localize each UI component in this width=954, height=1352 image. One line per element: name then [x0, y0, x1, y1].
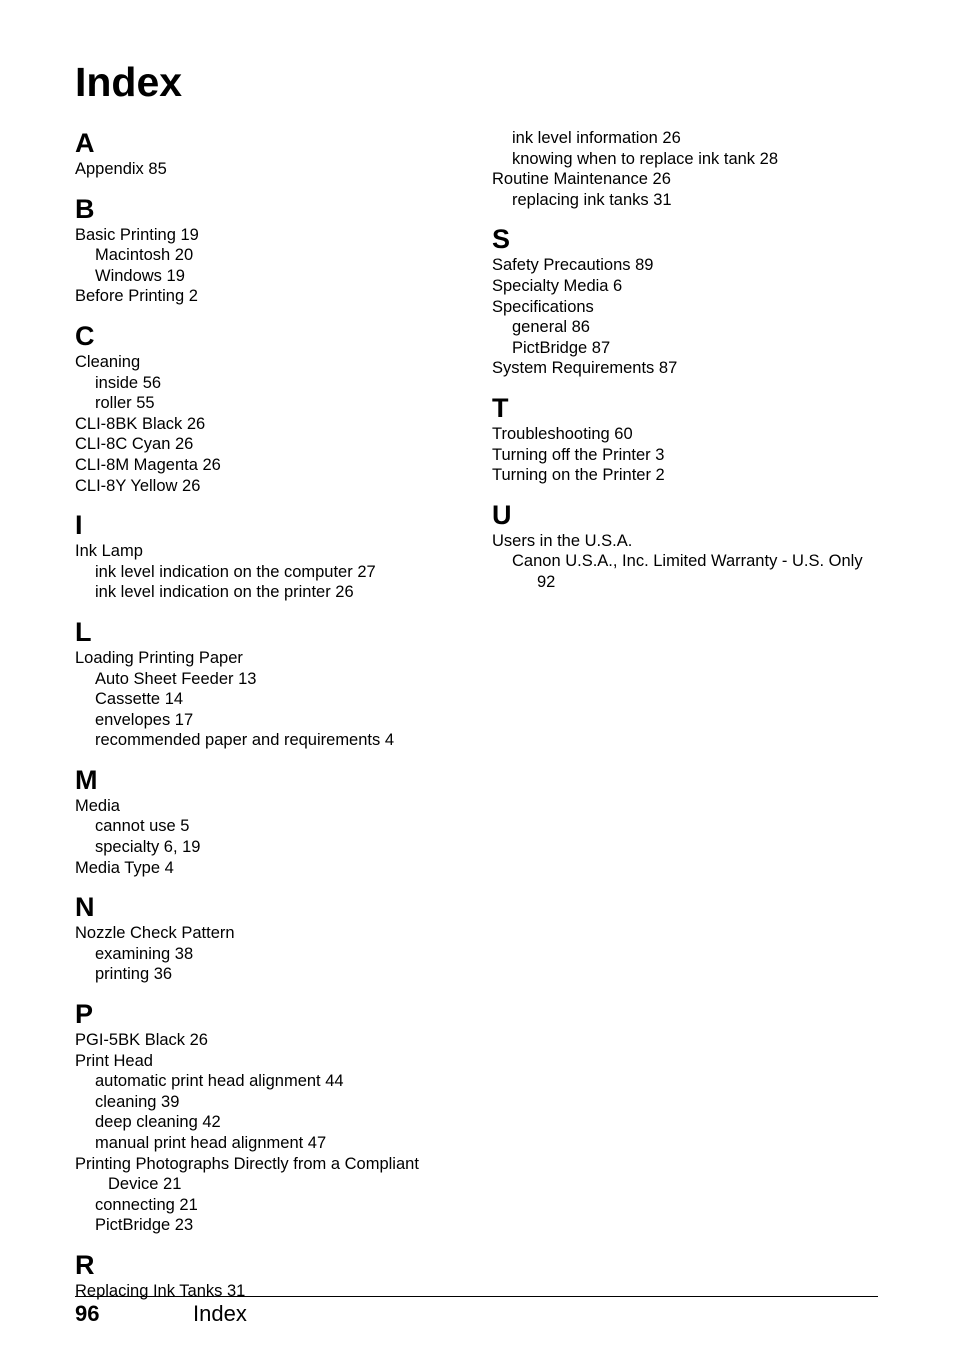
footer-label: Index [193, 1301, 247, 1326]
footer-divider [75, 1296, 878, 1297]
index-entry: CLI-8M Magenta 26 [75, 455, 221, 474]
index-subentry: knowing when to replace ink tank 28 [512, 149, 778, 168]
index-subentry: deep cleaning 42 [95, 1113, 221, 1132]
index-entry: CLI-8C Cyan 26 [75, 435, 194, 454]
index-entry: Users in the U.S.A. [492, 531, 633, 550]
index-subentry: ink level indication on the computer 27 [95, 562, 376, 581]
index-entry: PGI-5BK Black 26 [75, 1031, 208, 1050]
index-entry: Media Type 4 [75, 858, 174, 877]
index-entry: Loading Printing Paper [75, 648, 243, 667]
index-entry: Cleaning [75, 352, 141, 371]
index-entry: Specifications [492, 297, 594, 316]
index-entry: Routine Maintenance 26 [492, 170, 671, 189]
index-subentry: PictBridge 23 [95, 1216, 194, 1235]
index-entry: Printing Photographs Directly from a Compliant [75, 1154, 419, 1173]
index-entry: Nozzle Check Pattern [75, 924, 235, 943]
index-letter-heading: M [75, 764, 98, 795]
index-subentry: inside 56 [95, 373, 162, 392]
index-subentry: printing 36 [95, 965, 173, 984]
index-subentry: replacing ink tanks 31 [512, 190, 672, 209]
index-entry: Troubleshooting 60 [492, 424, 633, 443]
index-subentry: automatic print head alignment 44 [95, 1072, 344, 1091]
index-subentry: envelopes 17 [95, 710, 194, 729]
index-subentry: Device 21 [108, 1175, 182, 1194]
index-letter-heading: L [75, 616, 92, 647]
index-letter-heading: P [75, 999, 94, 1030]
index-subentry: cannot use 5 [95, 817, 190, 836]
index-entry: Media [75, 796, 120, 815]
index-letter-heading: S [492, 224, 511, 255]
index-letter-heading: R [75, 1249, 95, 1280]
index-entry: Appendix 85 [75, 160, 167, 178]
index-entry: Ink Lamp [75, 542, 143, 561]
index-subentry: roller 55 [95, 394, 155, 413]
index-entry: Turning on the Printer 2 [492, 466, 665, 485]
index-subentry: PictBridge 87 [512, 338, 611, 357]
index-entry: Replacing Ink Tanks 31 [75, 1281, 246, 1300]
index-letter-heading: U [492, 499, 512, 530]
index-column-right [492, 128, 892, 593]
index-letter-heading: I [75, 510, 83, 541]
index-subentry: Auto Sheet Feeder 13 [95, 669, 257, 688]
index-subentry: general 86 [512, 318, 590, 337]
index-entry: CLI-8Y Yellow 26 [75, 476, 201, 495]
index-subentry: ink level information 26 [512, 129, 681, 147]
index-column-left [75, 128, 475, 1302]
index-entry: CLI-8BK Black 26 [75, 414, 206, 433]
index-letter-heading: N [75, 892, 95, 923]
index-subentry: specialty 6, 19 [95, 838, 201, 857]
index-letter-heading: T [492, 392, 509, 423]
index-subentry: manual print head alignment 47 [95, 1134, 327, 1152]
index-subentry: connecting 21 [95, 1195, 198, 1214]
index-entry: Basic Printing 19 [75, 225, 199, 244]
index-subentry: examining 38 [95, 944, 194, 963]
index-letter-heading: B [75, 193, 95, 224]
index-subentry: Macintosh 20 [95, 246, 194, 265]
index-entry: Specialty Media 6 [492, 276, 623, 295]
index-entry: Turning off the Printer 3 [492, 445, 665, 464]
page-title: Index [75, 59, 183, 105]
index-subentry: Windows 19 [95, 266, 185, 285]
index-entry: Before Printing 2 [75, 287, 198, 306]
index-entry: Safety Precautions 89 [492, 256, 654, 275]
index-subentry: ink level indication on the printer 26 [95, 583, 354, 602]
index-subentry: cleaning 39 [95, 1092, 180, 1111]
index-entry: System Requirements 87 [492, 359, 678, 378]
index-letter-heading: A [75, 128, 95, 158]
index-subentry: 92 [537, 572, 556, 591]
index-subentry: Canon U.S.A., Inc. Limited Warranty - U.S. Only [512, 552, 863, 571]
index-subentry: Cassette 14 [95, 690, 184, 709]
index-subentry: recommended paper and requirements 4 [95, 731, 395, 750]
index-entry: Print Head [75, 1051, 153, 1070]
index-letter-heading: C [75, 320, 95, 351]
page-number: 96 [75, 1301, 100, 1326]
